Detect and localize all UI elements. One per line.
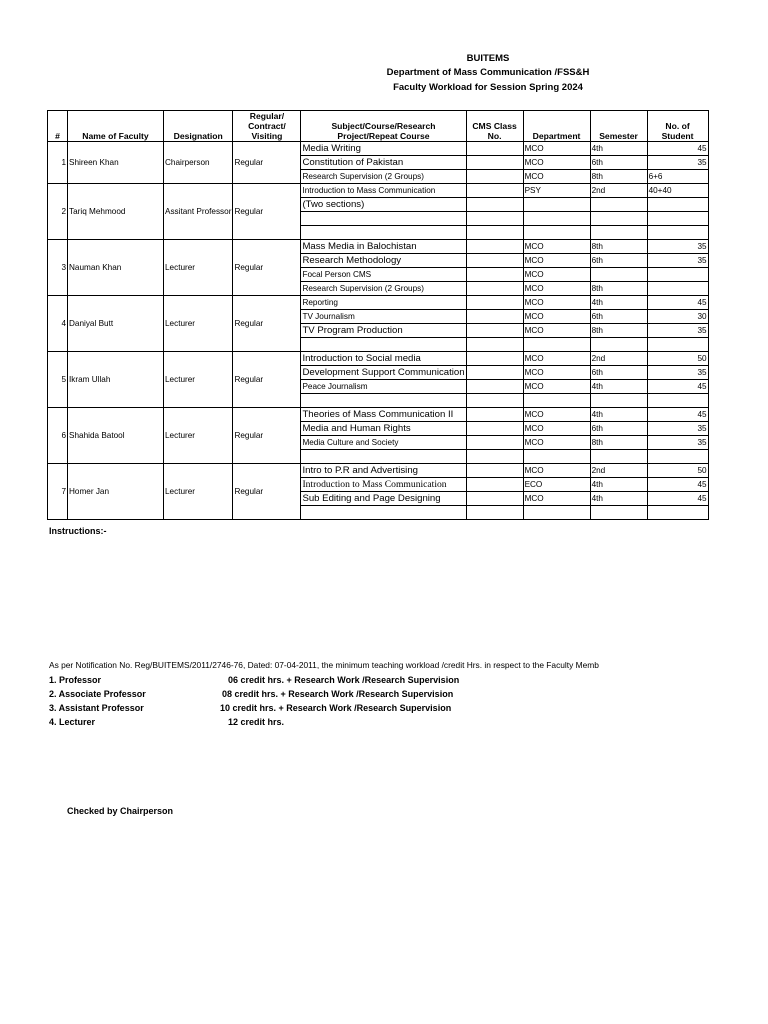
table-row — [48, 142, 709, 156]
course-subject: Introduction to Social media — [301, 352, 466, 366]
cms-class-no — [466, 380, 523, 394]
course-semester: 4th — [590, 408, 647, 422]
table-row — [48, 352, 709, 366]
course-department: MCO — [523, 436, 590, 450]
workload-value: 08 credit hrs. + Research Work /Research Supervision — [222, 689, 454, 699]
course-semester — [590, 198, 647, 212]
course-subject: Media Writing — [301, 142, 466, 156]
col-header-department: Department — [523, 111, 590, 142]
faculty-number: 2 — [48, 184, 68, 240]
faculty-status: Regular — [233, 296, 301, 352]
course-semester — [590, 212, 647, 226]
faculty-name: Nauman Khan — [68, 240, 164, 296]
course-semester — [590, 226, 647, 240]
course-semester: 6th — [590, 366, 647, 380]
course-subject — [301, 338, 466, 352]
workload-value: 10 credit hrs. + Research Work /Research Supervision — [220, 703, 452, 713]
course-department: MCO — [523, 170, 590, 184]
faculty-status: Regular — [233, 464, 301, 520]
course-subject: Mass Media in Balochistan — [301, 240, 466, 254]
faculty-number: 7 — [48, 464, 68, 520]
course-department — [523, 338, 590, 352]
course-subject: Media Culture and Society — [301, 436, 466, 450]
cms-class-no — [466, 450, 523, 464]
course-semester: 4th — [590, 478, 647, 492]
course-semester: 8th — [590, 324, 647, 338]
cms-class-no — [466, 170, 523, 184]
course-department — [523, 506, 590, 520]
col-header-status: Regular/ Contract/ Visiting — [233, 111, 301, 142]
course-semester: 2nd — [590, 184, 647, 198]
course-department: MCO — [523, 268, 590, 282]
student-count — [647, 394, 708, 408]
course-department — [523, 450, 590, 464]
student-count — [647, 338, 708, 352]
course-subject: TV Program Production — [301, 324, 466, 338]
faculty-designation: Lecturer — [164, 296, 233, 352]
cms-class-no — [466, 198, 523, 212]
checked-by-label: Checked by Chairperson — [67, 806, 174, 816]
course-department: MCO — [523, 366, 590, 380]
course-subject — [301, 212, 466, 226]
course-semester: 8th — [590, 240, 647, 254]
student-count: 35 — [647, 366, 708, 380]
table-row — [48, 240, 709, 254]
course-semester: 6th — [590, 156, 647, 170]
faculty-number: 4 — [48, 296, 68, 352]
course-department: MCO — [523, 408, 590, 422]
course-semester: 8th — [590, 282, 647, 296]
student-count: 35 — [647, 156, 708, 170]
institution-name: BUITEMS — [466, 53, 510, 64]
col-header-designation: Designation — [164, 111, 233, 142]
cms-class-no — [466, 408, 523, 422]
col-header-name: Name of Faculty — [68, 111, 164, 142]
cms-class-no — [466, 464, 523, 478]
course-subject — [301, 226, 466, 240]
cms-class-no — [466, 352, 523, 366]
workload-label: 4. Lecturer — [49, 717, 96, 727]
table-row — [48, 408, 709, 422]
cms-class-no — [466, 268, 523, 282]
course-semester — [590, 394, 647, 408]
table-body — [48, 142, 709, 520]
student-count: 45 — [647, 142, 708, 156]
col-header-cms: CMS Class No. — [466, 111, 523, 142]
course-department: MCO — [523, 156, 590, 170]
col-header-students: No. of Student — [647, 111, 708, 142]
student-count: 35 — [647, 254, 708, 268]
course-department — [523, 226, 590, 240]
course-department — [523, 198, 590, 212]
faculty-name: Homer Jan — [68, 464, 164, 520]
cms-class-no — [466, 338, 523, 352]
course-subject: Theories of Mass Communication II — [301, 408, 466, 422]
workload-label: 2. Associate Professor — [49, 689, 146, 699]
course-subject: TV Journalism — [301, 310, 466, 324]
col-header-number: # — [48, 111, 68, 142]
course-subject: Introduction to Mass Communication — [301, 184, 466, 198]
course-subject: Peace Journalism — [301, 380, 466, 394]
course-subject: Reporting — [301, 296, 466, 310]
course-department: MCO — [523, 240, 590, 254]
student-count: 35 — [647, 240, 708, 254]
notification-text: As per Notification No. Reg/BUITEMS/2011/2746-76, Dated: 07-04-2011, the minimum teaching workload /credit Hrs. in respect to the Faculty Memb — [49, 660, 599, 670]
cms-class-no — [466, 226, 523, 240]
course-department: MCO — [523, 282, 590, 296]
course-semester: 2nd — [590, 352, 647, 366]
student-count: 45 — [647, 492, 708, 506]
course-department: MCO — [523, 142, 590, 156]
faculty-designation: Lecturer — [164, 464, 233, 520]
course-semester: 6th — [590, 422, 647, 436]
course-subject: Development Support Communication — [302, 367, 465, 378]
faculty-status: Regular — [233, 352, 301, 408]
course-department: MCO — [523, 324, 590, 338]
cms-class-no — [466, 324, 523, 338]
col-header-semester: Semester — [590, 111, 647, 142]
faculty-name: Daniyal Butt — [68, 296, 164, 352]
cms-class-no — [466, 394, 523, 408]
course-semester — [590, 506, 647, 520]
cms-class-no — [466, 436, 523, 450]
workload-value: 12 credit hrs. — [228, 717, 285, 727]
student-count — [647, 268, 708, 282]
student-count: 30 — [647, 310, 708, 324]
student-count — [647, 226, 708, 240]
faculty-status: Regular — [233, 240, 301, 296]
workload-value: 06 credit hrs. + Research Work /Research Supervision — [228, 675, 460, 685]
course-department: MCO — [523, 352, 590, 366]
faculty-status: Regular — [233, 408, 301, 464]
student-count: 6+6 — [647, 170, 708, 184]
course-semester: 4th — [590, 142, 647, 156]
course-semester: 6th — [590, 254, 647, 268]
course-subject — [301, 450, 466, 464]
cms-class-no — [466, 212, 523, 226]
course-department: MCO — [523, 380, 590, 394]
course-semester — [590, 338, 647, 352]
faculty-designation: Lecturer — [164, 408, 233, 464]
course-subject: Constitution of Pakistan — [301, 156, 466, 170]
col-header-subject: Subject/Course/Research Project/Repeat Course — [301, 111, 466, 142]
student-count: 45 — [647, 408, 708, 422]
student-count: 45 — [647, 478, 708, 492]
department-name: Department of Mass Communication /FSS&H — [386, 67, 590, 78]
course-semester: 4th — [590, 492, 647, 506]
cms-class-no — [466, 156, 523, 170]
student-count — [647, 450, 708, 464]
course-subject: Introduction to Mass Communication — [301, 478, 466, 492]
course-semester: 6th — [590, 310, 647, 324]
cms-class-no — [466, 478, 523, 492]
faculty-designation: Assitant Professor — [164, 184, 233, 240]
student-count: 35 — [647, 422, 708, 436]
course-semester: 4th — [590, 296, 647, 310]
faculty-workload-table — [47, 110, 709, 520]
course-subject: Research Methodology — [301, 254, 466, 268]
student-count — [647, 212, 708, 226]
faculty-number: 1 — [48, 142, 68, 184]
cms-class-no — [466, 240, 523, 254]
faculty-name: Shireen Khan — [68, 142, 164, 184]
course-department — [523, 212, 590, 226]
course-department: MCO — [523, 254, 590, 268]
student-count: 45 — [647, 380, 708, 394]
instructions-label: Instructions:- — [49, 526, 107, 536]
course-subject: Intro to P.R and Advertising — [301, 464, 466, 478]
faculty-designation: Chairperson — [164, 142, 233, 184]
faculty-number: 5 — [48, 352, 68, 408]
course-department: ECO — [523, 478, 590, 492]
cms-class-no — [466, 282, 523, 296]
cms-class-no — [466, 184, 523, 198]
faculty-status: Regular — [233, 184, 301, 240]
faculty-name: Shahida Batool — [68, 408, 164, 464]
course-subject: Media and Human Rights — [301, 422, 466, 436]
course-subject — [301, 394, 466, 408]
course-department: MCO — [523, 422, 590, 436]
course-department: MCO — [523, 310, 590, 324]
table-row — [48, 184, 709, 198]
course-semester — [590, 450, 647, 464]
faculty-status: Regular — [233, 142, 301, 184]
cms-class-no — [466, 506, 523, 520]
cms-class-no — [466, 422, 523, 436]
cms-class-no — [466, 296, 523, 310]
course-department: MCO — [523, 296, 590, 310]
course-subject: (Two sections) — [301, 198, 466, 212]
course-department: MCO — [523, 492, 590, 506]
cms-class-no — [466, 366, 523, 380]
faculty-number: 3 — [48, 240, 68, 296]
workload-label: 3. Assistant Professor — [49, 703, 144, 713]
student-count — [647, 198, 708, 212]
course-subject — [301, 506, 466, 520]
table-row — [48, 464, 709, 478]
course-semester: 2nd — [590, 464, 647, 478]
workload-label: 1. Professor — [49, 675, 102, 685]
faculty-designation: Lecturer — [164, 352, 233, 408]
student-count — [647, 282, 708, 296]
workload-title: Faculty Workload for Session Spring 2024 — [393, 82, 583, 93]
table-row — [48, 296, 709, 310]
course-subject: Sub Editing and Page Designing — [301, 492, 466, 506]
cms-class-no — [466, 254, 523, 268]
course-department: PSY — [523, 184, 590, 198]
faculty-designation: Lecturer — [164, 240, 233, 296]
student-count — [647, 506, 708, 520]
table-header-row — [48, 111, 709, 142]
course-subject: Research Supervision (2 Groups) — [301, 170, 466, 184]
faculty-number: 6 — [48, 408, 68, 464]
student-count: 40+40 — [647, 184, 708, 198]
course-semester: 8th — [590, 436, 647, 450]
course-semester: 4th — [590, 380, 647, 394]
faculty-name: Ikram Ullah — [68, 352, 164, 408]
course-semester: 8th — [590, 170, 647, 184]
cms-class-no — [466, 492, 523, 506]
student-count: 50 — [647, 352, 708, 366]
course-subject: Focal Person CMS — [301, 268, 466, 282]
course-department: MCO — [523, 464, 590, 478]
course-semester — [590, 268, 647, 282]
cms-class-no — [466, 142, 523, 156]
course-department — [523, 394, 590, 408]
course-subject: Research Supervision (2 Groups) — [301, 282, 466, 296]
student-count: 50 — [647, 464, 708, 478]
student-count: 35 — [647, 436, 708, 450]
cms-class-no — [466, 310, 523, 324]
student-count: 45 — [647, 296, 708, 310]
student-count: 35 — [647, 324, 708, 338]
faculty-name: Tariq Mehmood — [68, 184, 164, 240]
